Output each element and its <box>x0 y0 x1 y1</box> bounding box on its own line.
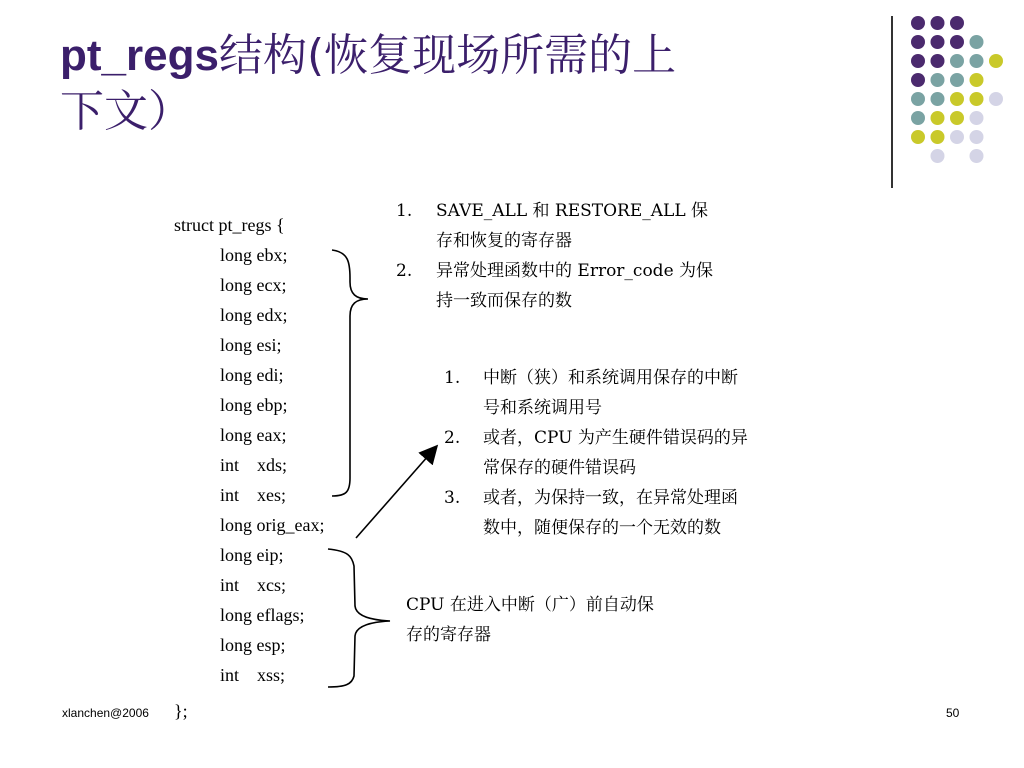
code-line: long eax; <box>220 425 287 445</box>
list-text: 号和系统调用号 <box>483 398 602 418</box>
list-text: SAVE_ALL 和 RESTORE_ALL 保 <box>436 201 709 221</box>
list-text: 数中，随便保存的一个无效的数 <box>483 518 721 538</box>
list-text: 中断（狭）和系统调用保存的中断 <box>483 368 738 388</box>
list-text: 或者，为保持一致，在异常处理函 <box>483 488 738 508</box>
title-cjk-part1: 结构(恢复现场所需的上 <box>218 30 677 81</box>
code-line: long ebx; <box>220 245 288 265</box>
code-line: long eflags; <box>220 605 305 625</box>
code-line: long esi; <box>220 335 282 355</box>
code-line: }; <box>174 701 188 721</box>
list-text: 存和恢复的寄存器 <box>436 231 572 251</box>
list-number: 1. <box>396 201 413 221</box>
code-line: long ebp; <box>220 395 288 415</box>
title-line-2: 下文） <box>60 86 192 137</box>
code-line: long edx; <box>220 305 288 325</box>
list-number: 2. <box>396 261 413 281</box>
brace-upper <box>332 250 368 496</box>
title-latin: pt_regs <box>60 31 219 80</box>
list-number: 1. <box>444 368 461 388</box>
code-line: long edi; <box>220 365 284 385</box>
code-line: long eip; <box>220 545 284 565</box>
note-text: CPU 在进入中断（广）前自动保 <box>406 595 654 615</box>
list-text: 持一致而保存的数 <box>436 291 572 311</box>
brace-lower <box>328 549 390 687</box>
code-line: int xss; <box>220 665 286 685</box>
footer-author: xlanchen@2006 <box>62 706 149 720</box>
list-text: 异常处理函数中的 Error_code 为保 <box>436 261 714 281</box>
list-text: 或者，CPU 为产生硬件错误码的异 <box>483 428 748 448</box>
code-line: int xes; <box>220 485 286 505</box>
code-line: struct pt_regs { <box>174 215 285 235</box>
note-text: 存的寄存器 <box>406 625 491 645</box>
code-line: long ecx; <box>220 275 287 295</box>
code-line: int xcs; <box>220 575 286 595</box>
list-number: 2. <box>444 428 461 448</box>
list-number: 3. <box>444 488 461 508</box>
code-line: long esp; <box>220 635 286 655</box>
list-text: 常保存的硬件错误码 <box>483 458 636 478</box>
code-line: int xds; <box>220 455 288 475</box>
code-line: long orig_eax; <box>220 515 325 535</box>
pointer-arrow <box>356 447 436 538</box>
page-number: 50 <box>946 706 960 720</box>
